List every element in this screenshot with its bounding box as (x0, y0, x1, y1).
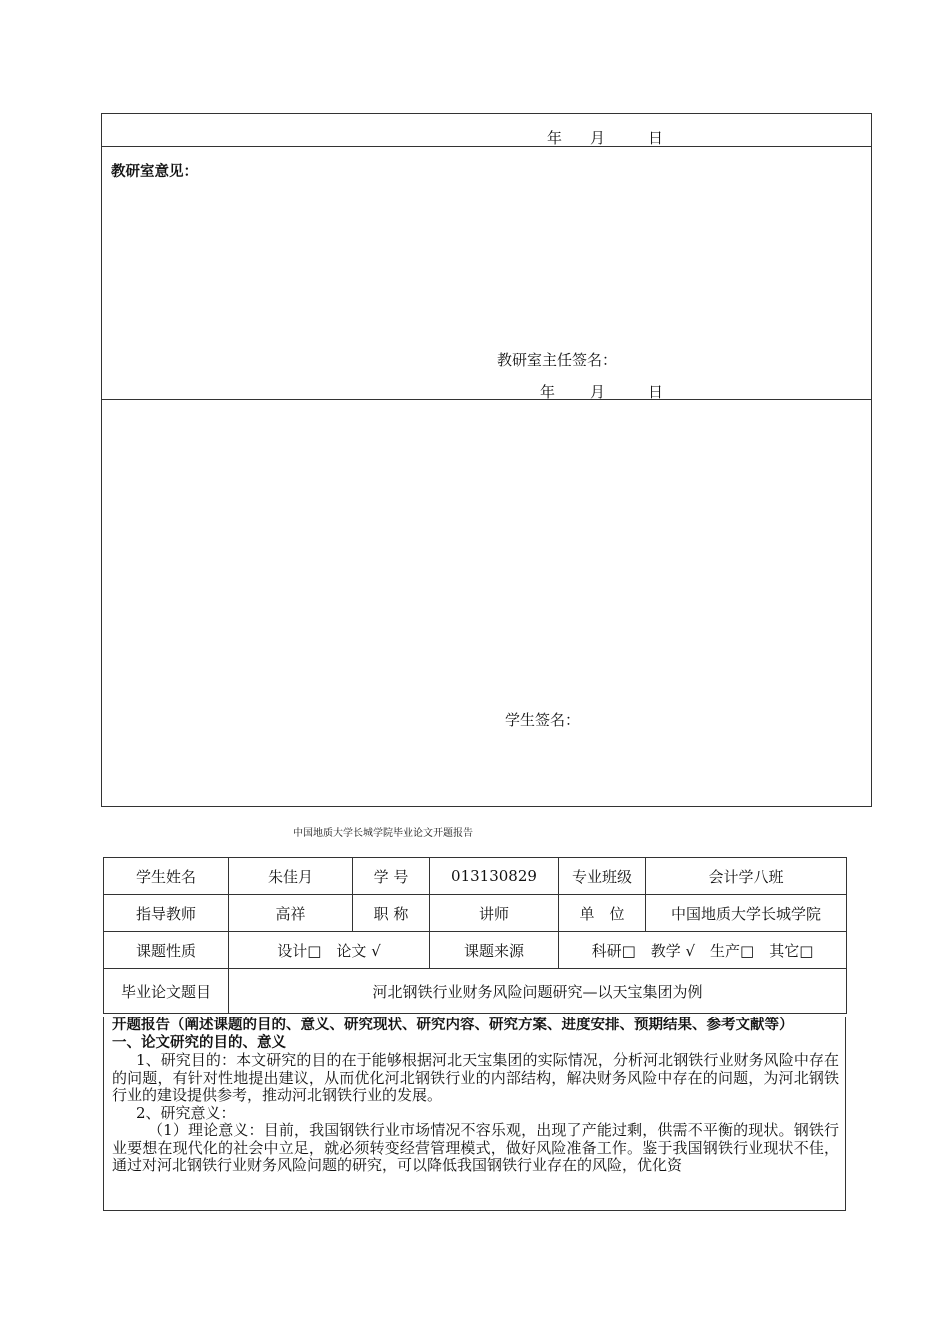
dept-date-month: 月 (590, 383, 606, 401)
advisor-value: 高祥 (229, 895, 353, 932)
advisor-date-year: 年 (547, 129, 563, 147)
theoretical-significance: （1）理论意义：目前，我国钢铁行业市场情况不容乐观，出现了产能过剩，供需不平衡的现状。钢铁行业要想在现代化的社会中立足，就必须转变经营管理模式，做好风险准备工作。鉴于我国钢铁行业现状不佳，通过对河北钢铁行业财务风险问题的研究，可以降低我国钢铁行业存在的风险，优化资 (112, 1121, 839, 1174)
class-value: 会计学八班 (646, 858, 847, 895)
title-rank-value: 讲师 (430, 895, 559, 932)
topic-type-options[interactable]: 设计□ 论文 √ (229, 932, 430, 969)
section-title: 一、论文研究的目的、意义 (112, 1034, 286, 1051)
thesis-title-label: 毕业论文题目 (104, 969, 229, 1014)
dept-opinion-label: 教研室意见： (111, 164, 198, 180)
report-caption: 中国地质大学长城学院毕业论文开题报告 (293, 828, 473, 839)
class-label: 专业班级 (559, 858, 646, 895)
significance-title: 2、研究意义： (136, 1103, 236, 1122)
report-heading: 开题报告（阐述课题的目的、意义、研究现状、研究内容、研究方案、进度安排、预期结果、参考文献等） (112, 1017, 794, 1033)
unit-value: 中国地质大学长城学院 (646, 895, 847, 932)
unit-label: 单 位 (559, 895, 646, 932)
dept-opinion-field[interactable] (102, 185, 870, 345)
student-id-value: 013130829 (430, 858, 559, 895)
advisor-date-month: 月 (590, 129, 606, 147)
student-info-table (103, 857, 847, 1014)
topic-type-label: 课题性质 (104, 932, 229, 969)
advisor-label: 指导教师 (104, 895, 229, 932)
divider (101, 146, 872, 147)
table-row (104, 932, 847, 969)
dept-head-signature-label: 教研室主任签名： (497, 351, 618, 369)
advisor-date-day: 日 (648, 129, 664, 147)
dept-date-day: 日 (648, 383, 664, 401)
student-signature-label: 学生签名： (505, 711, 581, 729)
report-body (103, 1017, 846, 1211)
student-name-value: 朱佳月 (229, 858, 353, 895)
topic-source-label: 课题来源 (430, 932, 559, 969)
title-rank-label: 职 称 (353, 895, 430, 932)
student-comment-field[interactable] (102, 401, 870, 701)
student-name-label: 学生姓名 (104, 858, 229, 895)
table-row (104, 858, 847, 895)
table-row (104, 969, 847, 1014)
research-purpose: 1、研究目的：本文研究的目的在于能够根据河北天宝集团的实际情况，分析河北钢铁行业财务风险中存在的问题，有针对性地提出建议，从而优化河北钢铁行业的内部结构，解决财务风险中存在的问题，为河北钢铁行业的建设提供参考，推动河北钢铁行业的发展。 (112, 1051, 839, 1104)
dept-date-year: 年 (540, 383, 556, 401)
thesis-title-value: 河北钢铁行业财务风险问题研究—以天宝集团为例 (229, 969, 847, 1014)
divider (101, 399, 872, 400)
table-row (104, 895, 847, 932)
topic-source-options[interactable]: 科研□ 教学 √ 生产□ 其它□ (559, 932, 847, 969)
student-id-label: 学 号 (353, 858, 430, 895)
